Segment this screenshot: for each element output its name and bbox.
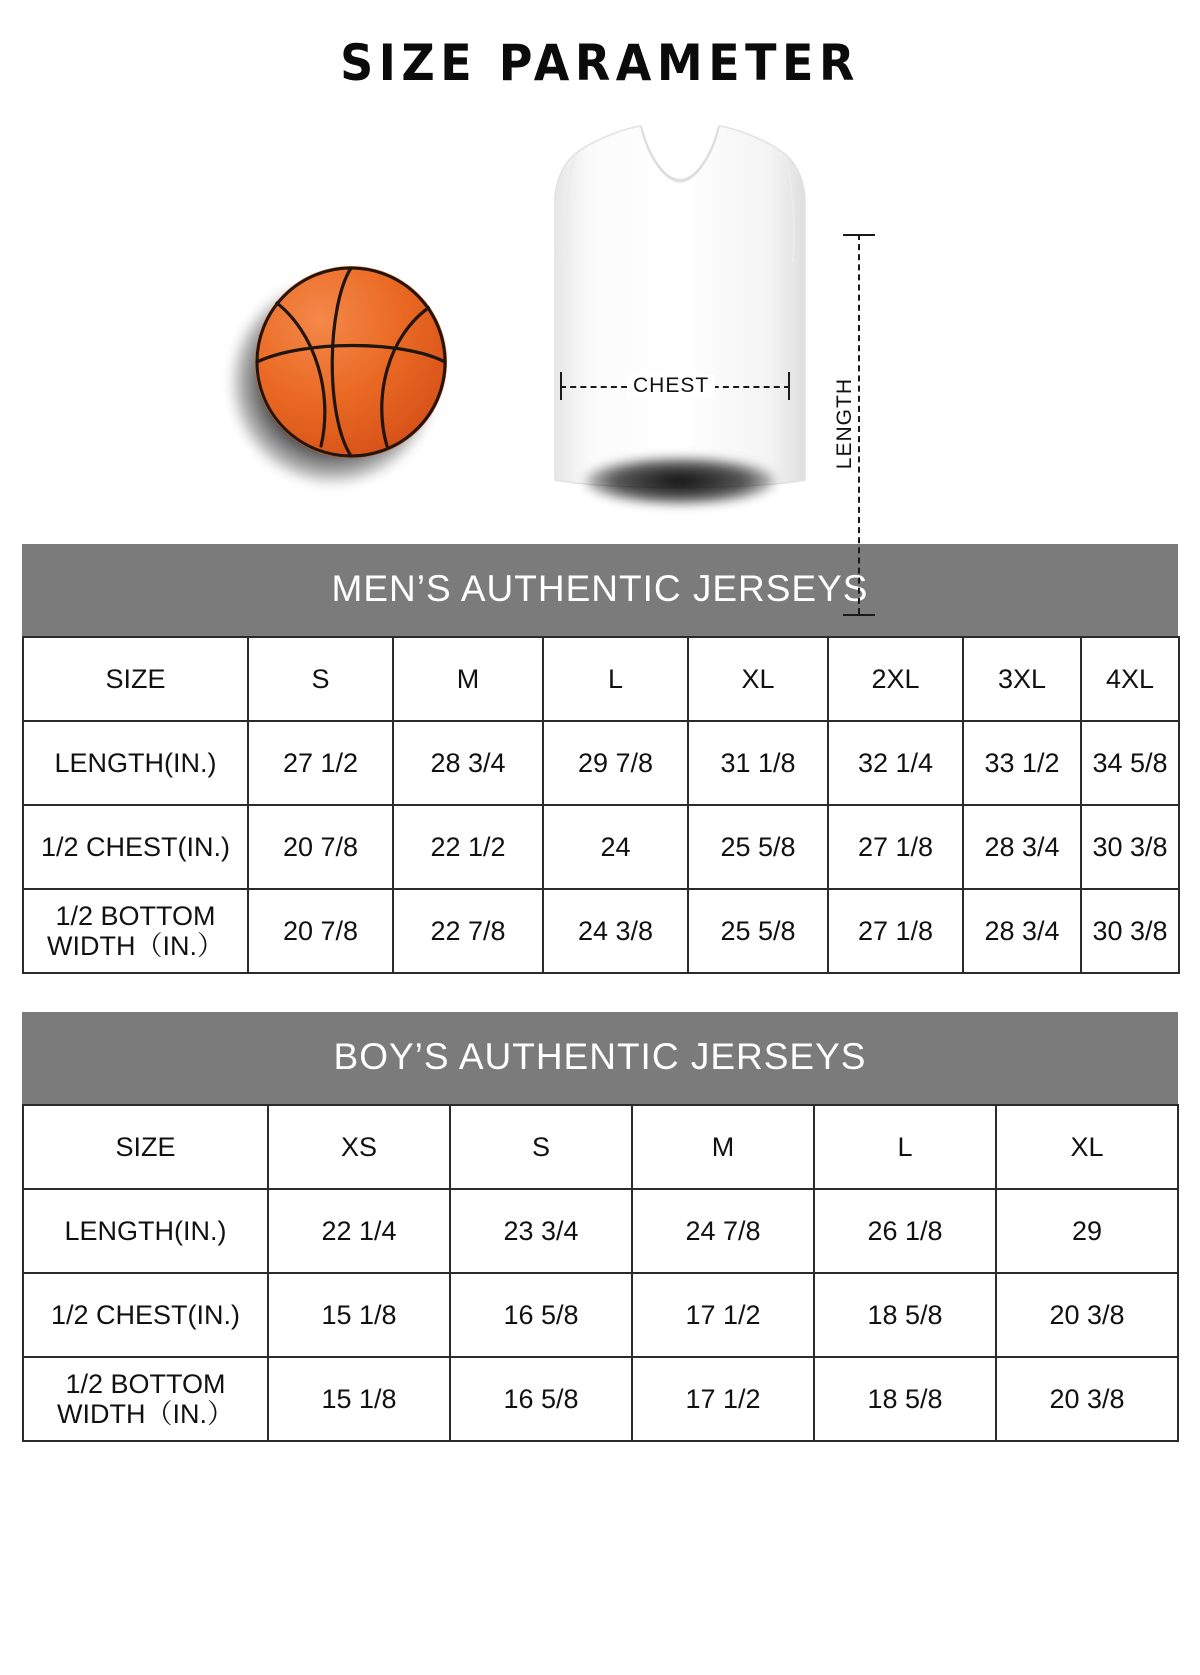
column-header-3xl: 3XL (963, 637, 1081, 721)
basketball-illustration (215, 254, 465, 504)
column-header-m: M (632, 1105, 814, 1189)
cell: 22 7/8 (393, 889, 543, 973)
row-label-length: LENGTH(IN.) (23, 721, 248, 805)
table-row (23, 1189, 1178, 1273)
row-label-half-bottom-width (23, 1357, 268, 1441)
cell: 17 1/2 (632, 1357, 814, 1441)
cell: 18 5/8 (814, 1273, 996, 1357)
cell: 22 1/4 (268, 1189, 450, 1273)
column-header-m: M (393, 637, 543, 721)
row-label-line2: WIDTH（IN.） (47, 931, 224, 961)
column-header-xl: XL (996, 1105, 1178, 1189)
column-header-size: SIZE (23, 1105, 268, 1189)
cell: 27 1/8 (828, 889, 963, 973)
column-header-4xl: 4XL (1081, 637, 1179, 721)
column-header-size: SIZE (23, 637, 248, 721)
row-label-half-chest: 1/2 CHEST(IN.) (23, 1273, 268, 1357)
cell: 24 (543, 805, 688, 889)
table-row (23, 805, 1179, 889)
cell: 15 1/8 (268, 1357, 450, 1441)
table-row (23, 1357, 1178, 1441)
length-guide-line (858, 234, 860, 614)
column-header-l: L (543, 637, 688, 721)
column-header-2xl: 2XL (828, 637, 963, 721)
cell: 33 1/2 (963, 721, 1081, 805)
cell: 16 5/8 (450, 1357, 632, 1441)
mens-size-table (22, 636, 1180, 974)
jersey-illustration (545, 112, 815, 512)
row-label-half-chest: 1/2 CHEST(IN.) (23, 805, 248, 889)
table-row (23, 721, 1179, 805)
cell: 28 3/4 (963, 889, 1081, 973)
jersey-icon (545, 112, 815, 512)
cell: 25 5/8 (688, 889, 828, 973)
cell: 30 3/8 (1081, 889, 1179, 973)
length-guide-bottom-cap (843, 614, 875, 616)
cell: 18 5/8 (814, 1357, 996, 1441)
cell: 20 3/8 (996, 1273, 1178, 1357)
column-header-s: S (248, 637, 393, 721)
cell: 24 7/8 (632, 1189, 814, 1273)
table-row (23, 889, 1179, 973)
column-header-xs: XS (268, 1105, 450, 1189)
mens-table-heading: MEN’S AUTHENTIC JERSEYS (22, 544, 1178, 636)
cell: 27 1/8 (828, 805, 963, 889)
mens-table-block (22, 544, 1178, 974)
cell: 28 3/4 (393, 721, 543, 805)
column-header-s: S (450, 1105, 632, 1189)
jersey-shadow (585, 457, 775, 505)
column-header-xl: XL (688, 637, 828, 721)
row-label-line1: 1/2 BOTTOM (65, 1368, 226, 1399)
page-title: SIZE PARAMETER (340, 34, 860, 92)
row-label-line1: 1/2 BOTTOM (55, 900, 216, 931)
cell: 20 3/8 (996, 1357, 1178, 1441)
cell: 30 3/8 (1081, 805, 1179, 889)
cell: 22 1/2 (393, 805, 543, 889)
boys-table-block (22, 1012, 1178, 1442)
cell: 16 5/8 (450, 1273, 632, 1357)
cell: 31 1/8 (688, 721, 828, 805)
table-row-header (23, 637, 1179, 721)
cell: 26 1/8 (814, 1189, 996, 1273)
row-label-line2: WIDTH（IN.） (57, 1399, 234, 1429)
cell: 34 5/8 (1081, 721, 1179, 805)
cell: 20 7/8 (248, 889, 393, 973)
basketball-icon (255, 266, 447, 458)
cell: 17 1/2 (632, 1273, 814, 1357)
cell: 29 (996, 1189, 1178, 1273)
illustration-area (0, 104, 1200, 544)
row-label-half-bottom-width (23, 889, 248, 973)
cell: 15 1/8 (268, 1273, 450, 1357)
cell: 27 1/2 (248, 721, 393, 805)
cell: 20 7/8 (248, 805, 393, 889)
chest-label: CHEST (627, 374, 715, 398)
cell: 32 1/4 (828, 721, 963, 805)
boys-size-table (22, 1104, 1179, 1442)
cell: 24 3/8 (543, 889, 688, 973)
row-label-length: LENGTH(IN.) (23, 1189, 268, 1273)
cell: 28 3/4 (963, 805, 1081, 889)
boys-table-heading: BOY’S AUTHENTIC JERSEYS (22, 1012, 1178, 1104)
table-row-header (23, 1105, 1178, 1189)
cell: 25 5/8 (688, 805, 828, 889)
table-row (23, 1273, 1178, 1357)
length-label: LENGTH (833, 372, 857, 475)
column-header-l: L (814, 1105, 996, 1189)
cell: 29 7/8 (543, 721, 688, 805)
cell: 23 3/4 (450, 1189, 632, 1273)
